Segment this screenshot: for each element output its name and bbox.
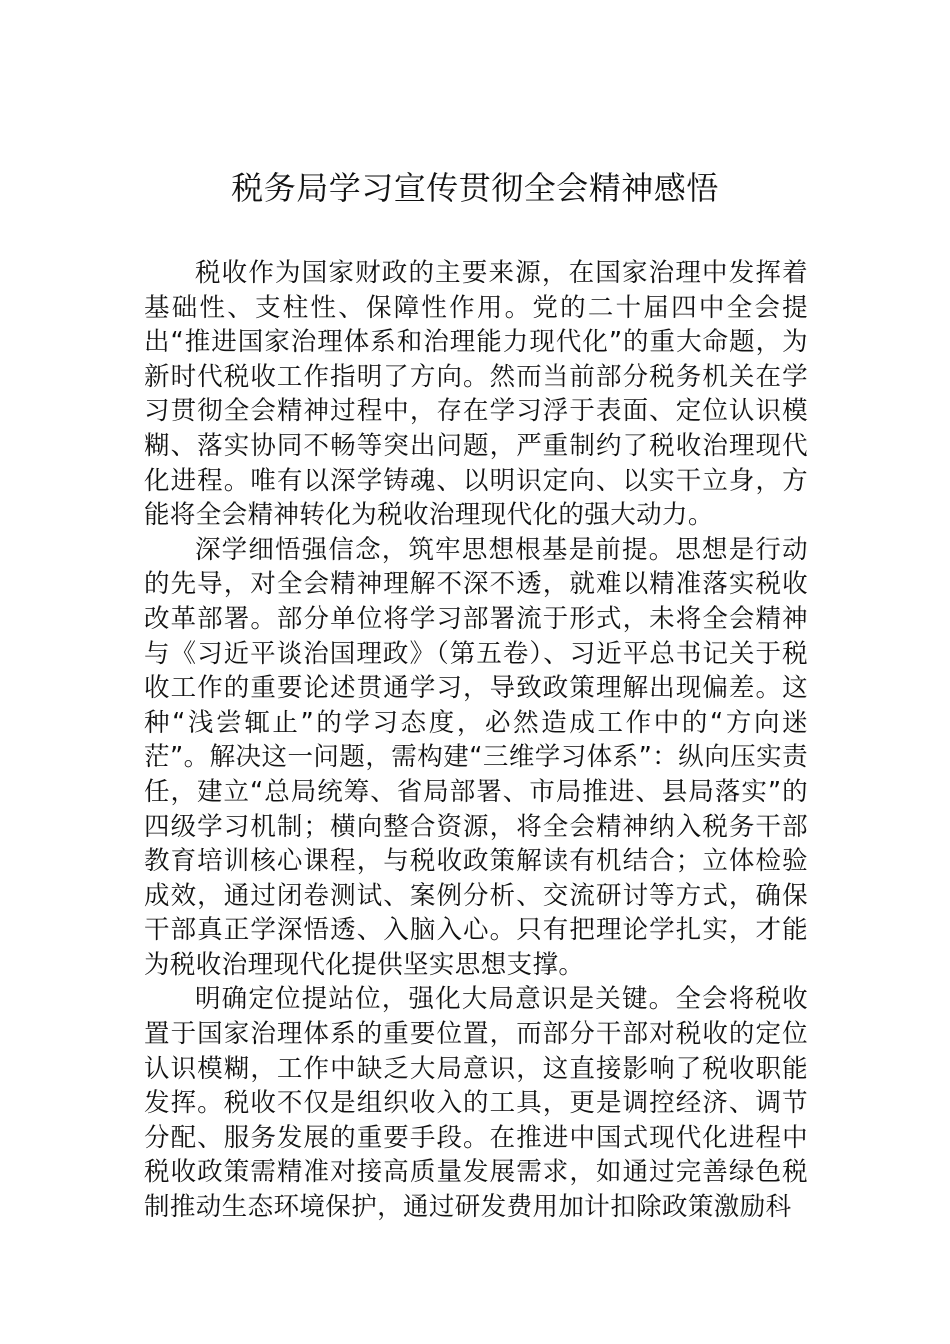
paragraph-deep-study: 深学细悟强信念，筑牢思想根基是前提。思想是行动的先导，对全会精神理解不深不透，就难以精准落实税收改革部署。部分单位将学习部署流于形式，未将全会精神与《习近平谈治国理政》（第五卷）、习近平总书记关于税收工作的重要论述贯通学习，导致政策理解出现偏差。这种“浅尝辄止”的学习态度，必然造成工作中的“方向迷茫”。解决这一问题，需构建“三维学习体系”：纵向压实责任，建立“总局统筹、省局部署、市局推进、县局落实”的四级学习机制；横向整合资源，将全会精神纳入税务干部教育培训核心课程，与税收政策解读有机结合；立体检验成效，通过闭卷测试、案例分析、交流研讨等方式，确保干部真正学深悟透、入脑入心。只有把理论学扎实，才能为税收治理现代化提供坚实思想支撑。 xyxy=(144,534,808,980)
document-title: 税务局学习宣传贯彻全会精神感悟 xyxy=(231,169,719,207)
document-body xyxy=(144,256,808,1225)
paragraph-intro: 税收作为国家财政的主要来源，在国家治理中发挥着基础性、支柱性、保障性作用。党的二十届四中全会提出“推进国家治理体系和治理能力现代化”的重大命题，为新时代税收工作指明了方向。然而当前部分税务机关在学习贯彻全会精神过程中，存在学习浮于表面、定位认识模糊、落实协同不畅等突出问题，严重制约了税收治理现代化进程。唯有以深学铸魂、以明识定向、以实干立身，方能将全会精神转化为税收治理现代化的强大动力。 xyxy=(144,258,808,531)
paragraph-positioning: 明确定位提站位，强化大局意识是关键。全会将税收置于国家治理体系的重要位置，而部分干部对税收的定位认识模糊，工作中缺乏大局意识，这直接影响了税收职能发挥。税收不仅是组织收入的工具，更是调控经济、调节分配、服务发展的重要手段。在推进中国式现代化进程中税收政策需精准对接高质量发展需求，如通过完善绿色税制推动生态环境保护，通过研发费用加计扣除政策激励科 xyxy=(144,984,808,1223)
